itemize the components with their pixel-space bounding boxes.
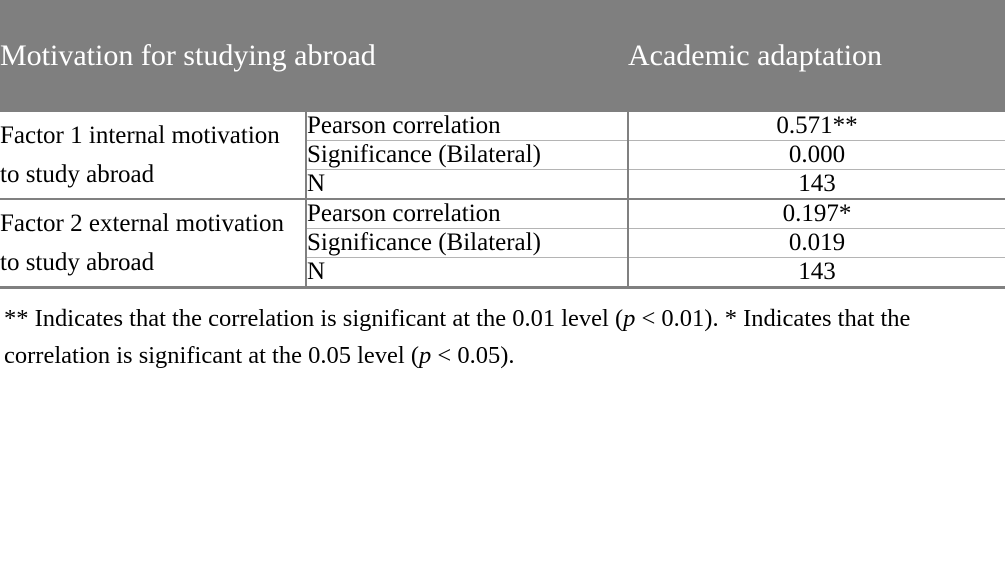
header-academic-adaptation: Academic adaptation: [628, 0, 1005, 112]
table-row: [0, 112, 1005, 141]
table-header-row: [0, 0, 1005, 112]
header-motivation: Motivation for studying abroad: [0, 0, 628, 112]
metric-value: 143: [628, 170, 1005, 200]
footnote-part-2: < 0.01). * Indicates that the correlation is significant at the 0.05 level (: [4, 305, 911, 369]
footnote-part-1: ** Indicates that the correlation is significant at the 0.01 level (: [4, 305, 624, 332]
table-body: [0, 112, 1005, 288]
metric-label: N: [306, 258, 628, 288]
metric-value: 0.197*: [628, 199, 1005, 229]
group-label-factor-2: Factor 2 external motivation to study abroad: [0, 199, 306, 288]
metric-value: 0.000: [628, 141, 1005, 170]
metric-value: 0.019: [628, 229, 1005, 258]
metric-label: Pearson correlation: [306, 199, 628, 229]
metric-value: 143: [628, 258, 1005, 288]
metric-label: Significance (Bilateral): [306, 141, 628, 170]
metric-label: Pearson correlation: [306, 112, 628, 141]
metric-label: N: [306, 170, 628, 200]
group-label-factor-1: Factor 1 internal motivation to study abroad: [0, 112, 306, 199]
table-header: [0, 0, 1005, 112]
metric-label: Significance (Bilateral): [306, 229, 628, 258]
footnote-italic-p-1: p: [623, 305, 636, 332]
table-footnote: [0, 289, 1005, 375]
metric-value: 0.571**: [628, 112, 1005, 141]
footnote-italic-p-2: p: [419, 341, 432, 369]
table-row: [0, 199, 1005, 229]
footnote-part-3: < 0.05).: [431, 341, 515, 369]
